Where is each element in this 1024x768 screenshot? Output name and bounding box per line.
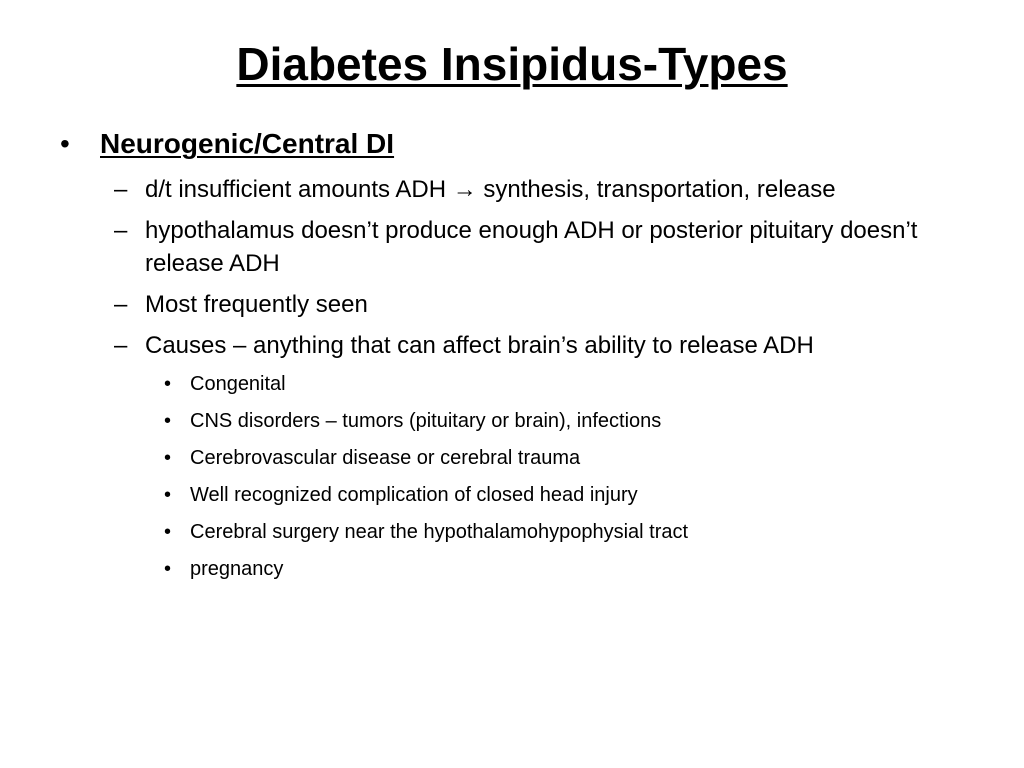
sub-sub-bullet-4 xyxy=(164,481,984,509)
sub-sub-bullet-text: CNS disorders – tumors (pituitary or brain), infections xyxy=(190,410,662,432)
sub-bullet-3 xyxy=(114,288,994,321)
dash-icon: – xyxy=(114,332,128,359)
dash-icon: – xyxy=(114,291,128,318)
sub-bullet-2 xyxy=(114,214,994,280)
sub-bullet-text: Causes – anything that can affect brain’s ability to release ADH xyxy=(145,332,814,359)
dash-icon: – xyxy=(114,217,128,244)
bullet-dot-icon: • xyxy=(164,410,172,432)
bullet-dot-icon: • xyxy=(164,521,172,543)
sub-sub-bullet-6 xyxy=(164,555,984,583)
bullet-dot-icon: • xyxy=(164,558,172,580)
sub-sub-bullet-text: Congenital xyxy=(190,373,286,395)
sub-sub-bullet-text: Cerebrovascular disease or cerebral trauma xyxy=(190,447,581,469)
bullet-dot-icon: • xyxy=(164,484,172,506)
sub-sub-bullet-2 xyxy=(164,407,984,435)
sub-sub-bullet-1 xyxy=(164,370,984,398)
slide-title: Diabetes Insipidus-Types xyxy=(236,38,788,90)
sub-bullet-text: Most frequently seen xyxy=(145,291,368,318)
sub-sub-bullet-3 xyxy=(164,444,984,472)
bullet-level1-text: Neurogenic/Central DI xyxy=(100,128,395,159)
sub-sub-bullet-5 xyxy=(164,518,984,546)
bullet-level1 xyxy=(60,126,394,162)
sub-bullet-1 xyxy=(114,173,994,206)
dash-icon: – xyxy=(114,176,128,203)
sub-sub-bullet-text: Well recognized complication of closed head injury xyxy=(190,484,638,506)
bullet-dot-icon: • xyxy=(164,373,172,395)
sub-sub-bullet-text: pregnancy xyxy=(190,558,284,580)
sub-bullet-text: hypothalamus doesn’t produce enough ADH or posterior pituitary doesn’t release ADH xyxy=(145,217,918,277)
bullet-dot-icon: • xyxy=(60,128,70,159)
bullet-dot-icon: • xyxy=(164,447,172,469)
sub-sub-bullet-text: Cerebral surgery near the hypothalamohypophysial tract xyxy=(190,521,689,543)
sub-bullet-4 xyxy=(114,329,994,362)
sub-bullet-text: d/t insufficient amounts ADH → synthesis, transportation, release xyxy=(145,176,836,203)
